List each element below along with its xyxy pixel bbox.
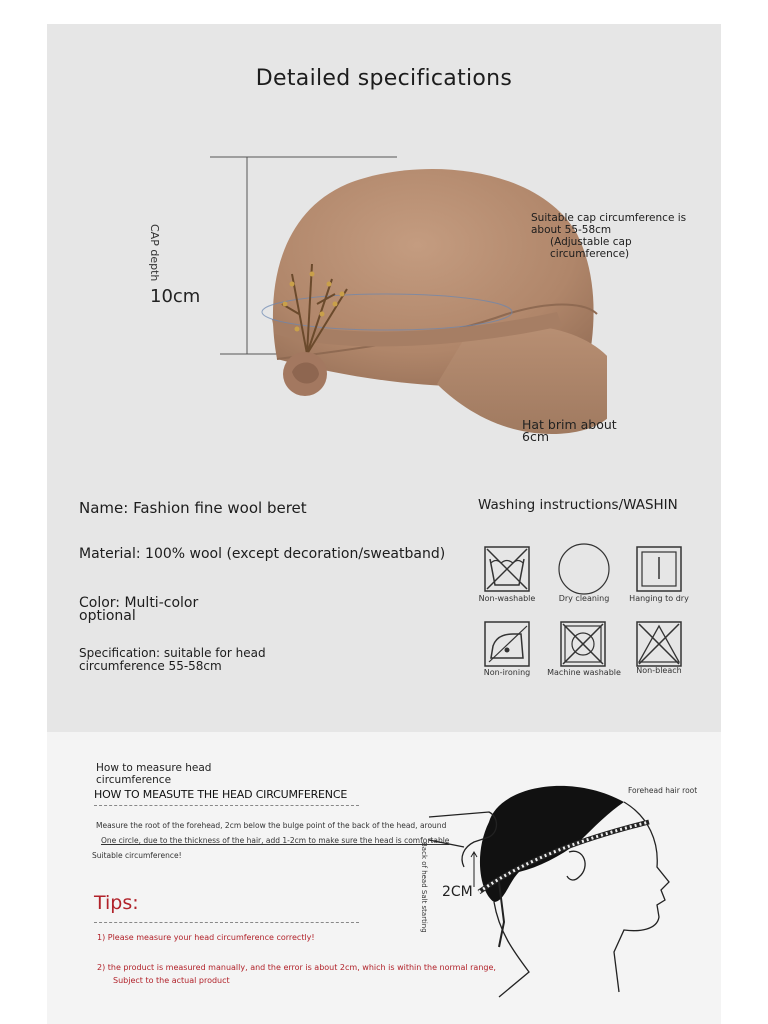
non-bleach-label: Non-bleach — [636, 666, 682, 675]
non-ironing-label: Non-ironing — [483, 668, 531, 677]
machine-washable-label: Machine washable — [547, 668, 621, 677]
non-ironing-icon — [483, 620, 531, 668]
page-title: Detailed specifications — [255, 66, 513, 91]
measure-instructions: Measure the root of the forehead, 2cm below the bulge point of the back of the head, around One circle, due to the thickness of the hair, add 1-2cm to make sure the head is comfortable Suitable circumference! — [92, 821, 450, 860]
tip-1: 1) Please measure your head circumference correctly! — [97, 933, 315, 942]
measure-heading: How to measure head circumference — [96, 762, 212, 786]
dry-cleaning-icon — [557, 542, 611, 596]
hat-illustration — [157, 144, 607, 444]
brim-note: Hat brim about 6cm — [522, 417, 617, 444]
divider — [94, 922, 359, 923]
non-washable-label: Non-washable — [478, 594, 536, 603]
back-of-head-label: Back of head Salt starting — [420, 842, 428, 933]
product-material: Material: 100% wool (except decoration/sweatband) — [79, 546, 446, 562]
hanging-to-dry-label: Hanging to dry — [629, 594, 689, 603]
tips-title: Tips: — [94, 892, 139, 914]
product-spec-panel — [47, 24, 721, 732]
non-bleach-icon — [635, 620, 683, 668]
forehead-label: Forehead hair root — [628, 786, 698, 795]
tip-2: 2) the product is measured manually, and the error is about 2cm, which is within the normal range, Subject to the actual product — [97, 963, 496, 985]
washing-title: Washing instructions/WASHIN — [478, 497, 678, 513]
cap-depth-value: 10cm — [150, 286, 201, 307]
circumference-note: Suitable cap circumference is about 55-58cm (Adjustable cap circumference) — [531, 212, 687, 260]
product-name: Name: Fashion fine wool beret — [79, 499, 307, 517]
cap-depth-label: CAP depth — [148, 224, 161, 282]
measure-panel — [47, 732, 721, 1024]
product-color: Color: Multi-color optional — [79, 595, 199, 624]
machine-washable-icon — [559, 620, 607, 668]
measure-heading-caps: HOW TO MEASUTE THE HEAD CIRCUMFERENCE — [94, 788, 348, 801]
offset-label: 2CM — [442, 884, 473, 900]
product-specification: Specification: suitable for head circumference 55-58cm — [79, 646, 266, 673]
divider — [94, 805, 359, 806]
dry-cleaning-label: Dry cleaning — [558, 594, 610, 603]
hanging-to-dry-icon — [635, 545, 683, 593]
non-washable-icon — [483, 545, 531, 593]
